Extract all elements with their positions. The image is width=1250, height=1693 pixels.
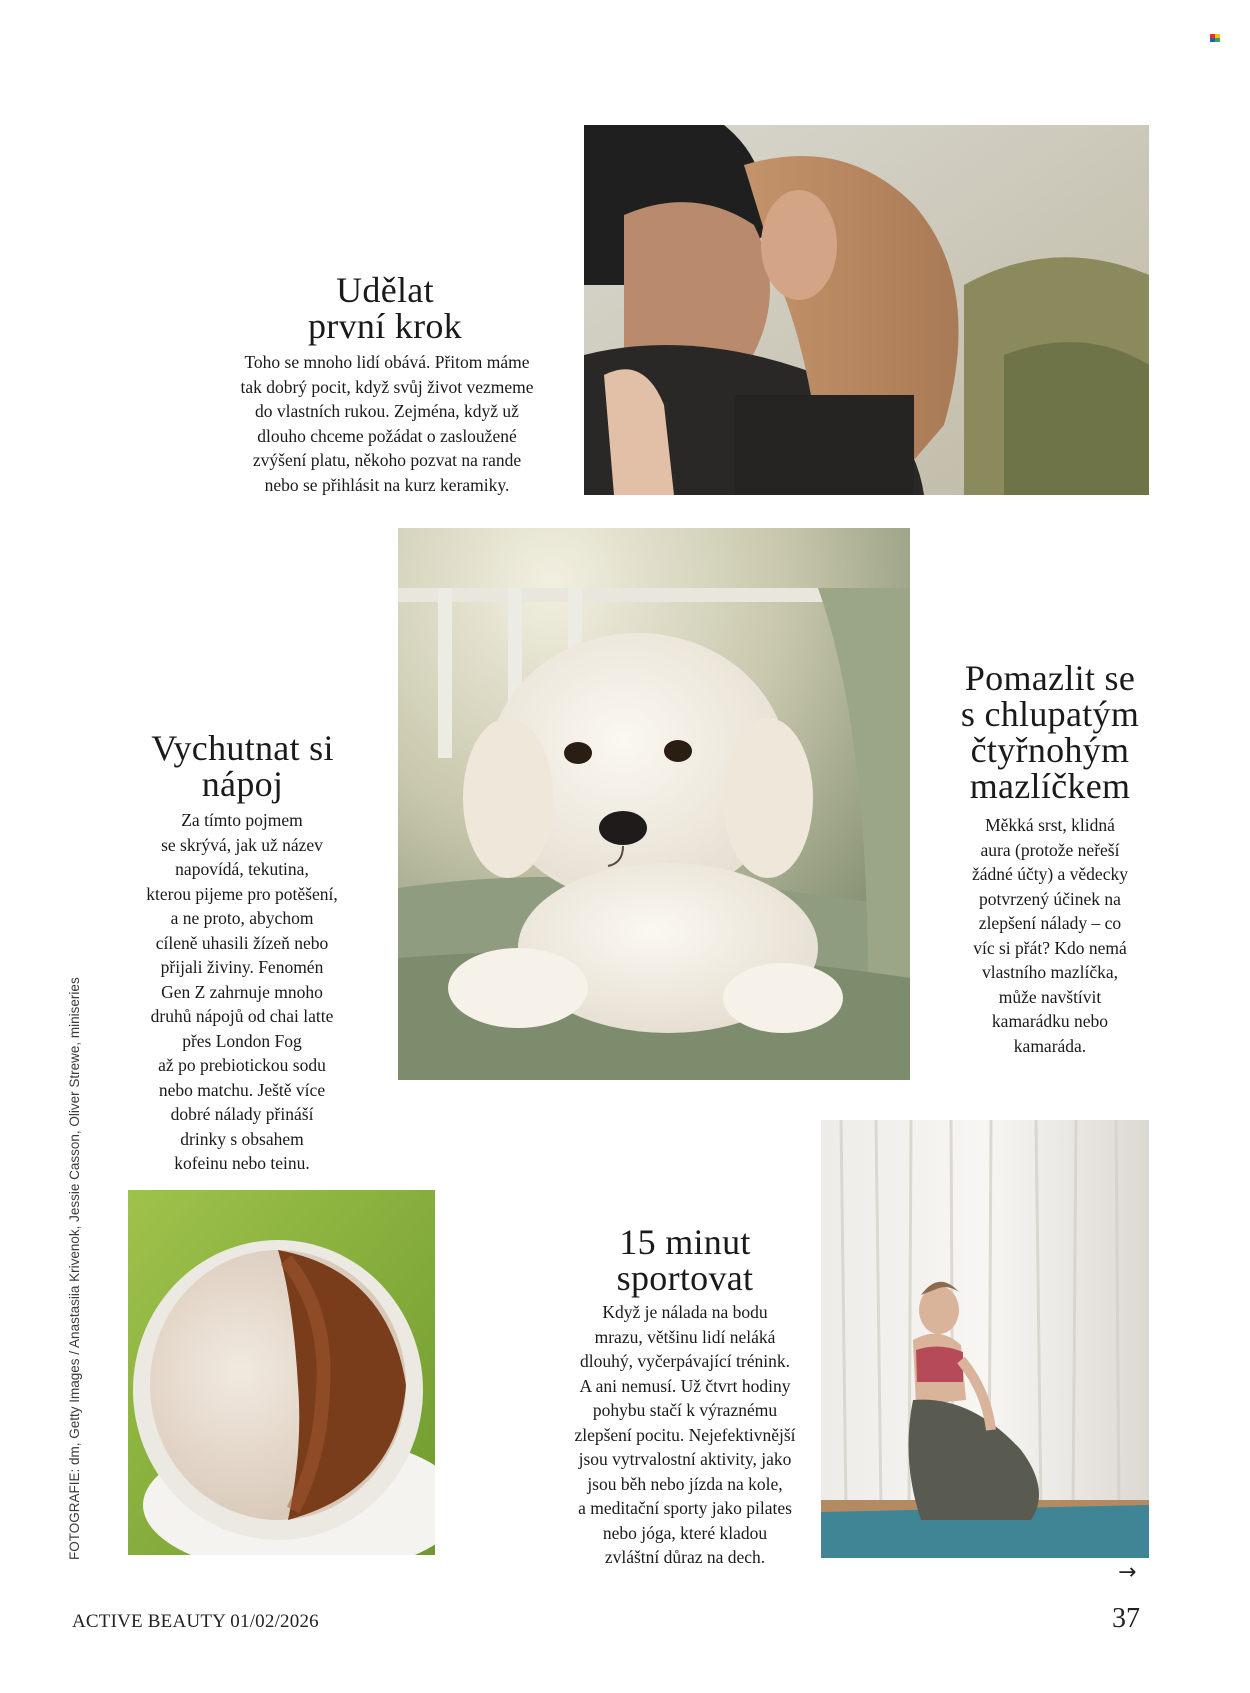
- puppy-photo: [398, 528, 910, 1080]
- next-page-arrow-icon: →: [1118, 1560, 1137, 1585]
- text-drink: Za tímto pojmem se skrývá, jak už název napovídá, tekutina, kterou pijeme pro potěšení, a ne proto, abychom cíleně uhasili žízeň nebo přijali živiny. Fenomén Gen Z zahrnuje mnoho druhů nápojů od chai latte přes London Fog až po prebiotickou sodu nebo matchu. Ještě více dobré nálady přináší drinky s obsahem kofeinu nebo teinu.: [146, 810, 338, 1173]
- heading-pet: Pomazlit se s chlupatým čtyřnohým mazlíčkem: [960, 658, 1140, 806]
- photo-credit: FOTOGRAFIE: dm, Getty Images / Anastasiia Krivenok, Jessie Casson, Oliver Strewe, miniseries: [67, 977, 82, 1560]
- page-number: 37: [1112, 1603, 1140, 1634]
- coffee-photo: [128, 1190, 435, 1555]
- couple-photo: [584, 125, 1149, 495]
- heading-drink: Vychutnat si nápoj: [151, 728, 334, 804]
- heading-first-step: Udělat první krok: [308, 270, 462, 346]
- text-pet: Měkká srst, klidná aura (protože neřeší žádné účty) a vědecky potvrzený účinek na zlepšení nálady – co víc si přát? Kdo nemá vlastního mazlíčka, může navštívit kamarádku nebo kamaráda.: [972, 815, 1128, 1056]
- heading-sport: 15 minut sportovat: [616, 1222, 754, 1298]
- text-first-step: Toho se mnoho lidí obává. Přitom máme tak dobrý pocit, když svůj život vezmeme do vlastních rukou. Zejména, když už dlouho chceme požádat o zasloužené zvýšení platu, někoho pozvat na rande nebo se přihlásit na kurz keramiky.: [240, 352, 534, 495]
- color-mark-icon: [1210, 34, 1220, 42]
- text-sport: Když je nálada na bodu mrazu, většinu lidí neláká dlouhý, vyčerpávající trénink. A ani nemusí. Už čtvrt hodiny pohybu stačí k výraznému zlepšení pocitu. Nejefektivnější jsou vytrvalostní aktivity, jako jsou běh nebo jízda na kole, a meditační sporty jako pilates nebo jóga, které kladou zvláštní důraz na dech.: [574, 1302, 796, 1567]
- yoga-photo: [821, 1120, 1149, 1558]
- magazine-issue: ACTIVE BEAUTY 01/02/2026: [72, 1611, 319, 1632]
